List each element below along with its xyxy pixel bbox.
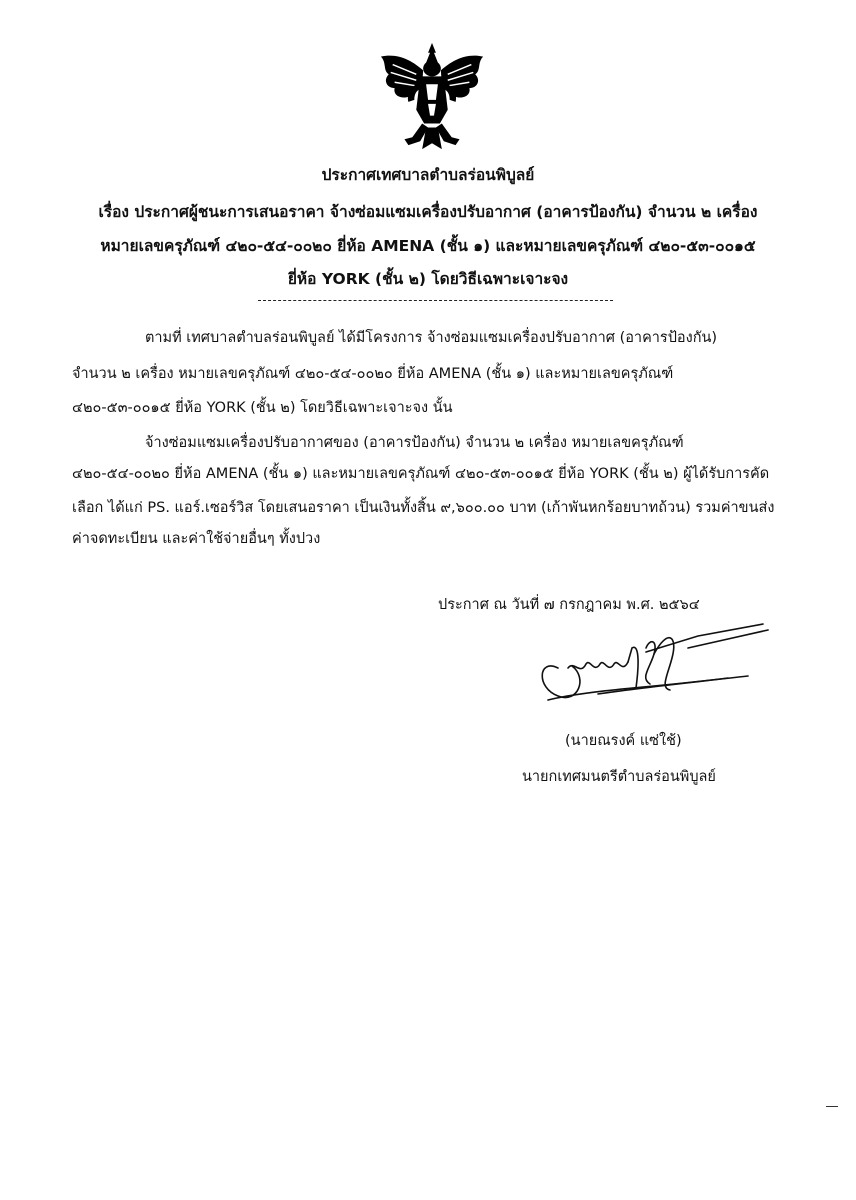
signer-title: นายกเทศมนตรีตำบลร่อนพิบูลย์ (522, 769, 716, 785)
subject-line-2: หมายเลขครุภัณฑ์ ๔๒๐-๕๔-๐๐๒๐ ยี่ห้อ AMENA (ชั้น ๑) และหมายเลขครุภัณฑ์ ๔๒๐-๕๓-๐๐๑๕ (100, 237, 756, 255)
announcement-title: ประกาศเทศบาลตำบลร่อนพิบูลย์ (321, 166, 535, 184)
scan-edge-mark (826, 1106, 838, 1107)
paragraph-2-line-2: ๔๒๐-๕๔-๐๐๒๐ ยี่ห้อ AMENA (ชั้น ๑) และหมายเลขครุภัณฑ์ ๔๒๐-๕๓-๐๐๑๕ ยี่ห้อ YORK (ชั้น ๒) ผู้ได้รับการคัด (72, 466, 770, 482)
paragraph-2-line-4: ค่าจดทะเบียน และค่าใช้จ่ายอื่นๆ ทั้งปวง (72, 531, 321, 547)
paragraph-2-line-1: จ้างซ่อมแซมเครื่องปรับอากาศของ (อาคารป้องกัน) จำนวน ๒ เครื่อง หมายเลขครุภัณฑ์ (145, 435, 684, 451)
garuda-emblem-icon (373, 40, 491, 152)
announcement-date: ประกาศ ณ วันที่ ๗ กรกฎาคม พ.ศ. ๒๕๖๔ (438, 597, 700, 613)
paragraph-1-line-1: ตามที่ เทศบาลตำบลร่อนพิบูลย์ ได้มีโครงการ จ้างซ่อมแซมเครื่องปรับอากาศ (อาคารป้องกัน) (145, 330, 718, 346)
paragraph-1-line-2: จำนวน ๒ เครื่อง หมายเลขครุภัณฑ์ ๔๒๐-๕๔-๐๐๒๐ ยี่ห้อ AMENA (ชั้น ๑) และหมายเลขครุภัณฑ์ (72, 366, 674, 382)
handwritten-signature (528, 618, 778, 708)
signer-name: (นายณรงค์ แซ่ใช้) (565, 733, 682, 749)
paragraph-1-line-3: ๔๒๐-๕๓-๐๐๑๕ ยี่ห้อ YORK (ชั้น ๒) โดยวิธีเฉพาะเจาะจง นั้น (72, 400, 453, 416)
subject-line-1: เรื่อง ประกาศผู้ชนะการเสนอราคา จ้างซ่อมแซมเครื่องปรับอากาศ (อาคารป้องกัน) จำนวน ๒ เครื่อง (98, 203, 758, 221)
subject-line-3: ยี่ห้อ YORK (ชั้น ๒) โดยวิธีเฉพาะเจาะจง (287, 270, 569, 288)
paragraph-2-line-3: เลือก ได้แก่ PS. แอร์.เซอร์วิส โดยเสนอราคา เป็นเงินทั้งสิ้น ๙,๖๐๐.๐๐ บาท (เก้าพันหกร้อยบาทถ้วน) รวมค่าขนส่ง (72, 500, 775, 516)
dashed-divider (258, 300, 613, 301)
